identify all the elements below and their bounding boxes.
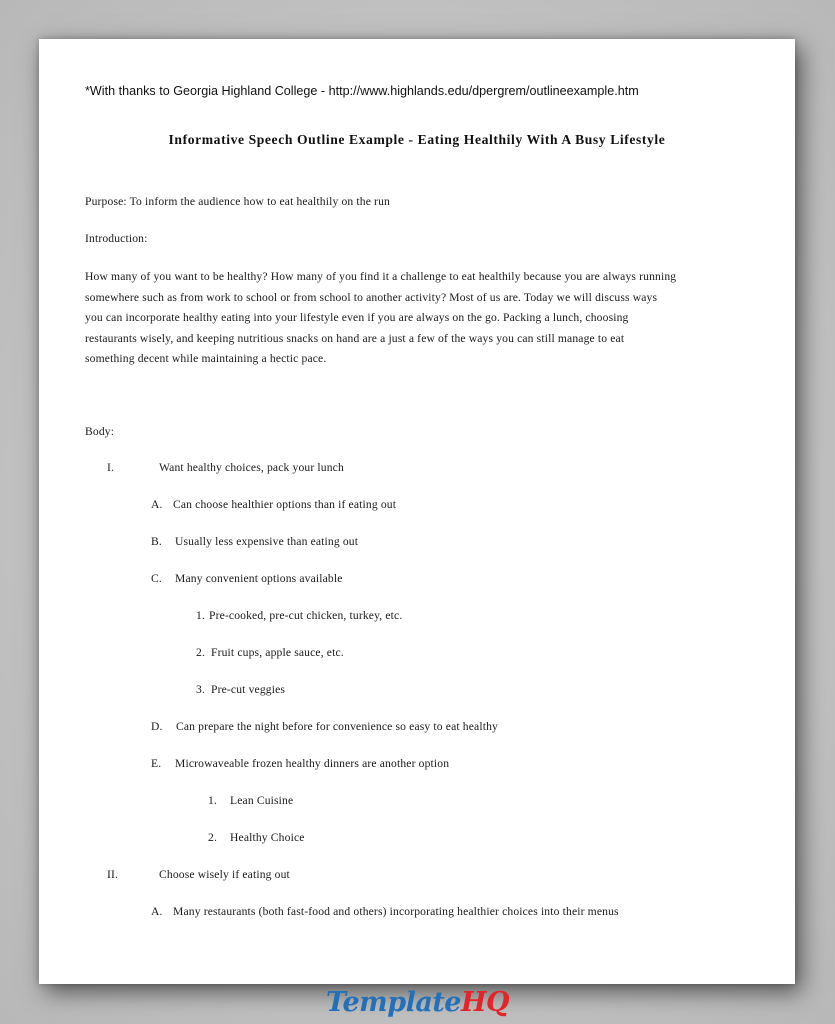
introduction-label: Introduction:: [85, 232, 148, 245]
outline-marker: A.: [151, 905, 163, 918]
outline-item: Pre-cut veggies: [211, 683, 286, 696]
logo-part-hq: HQ: [461, 987, 510, 1018]
paragraph-line: somewhere such as from work to school or from school to another activity? Most of us are. Today we will discuss ways: [85, 290, 658, 304]
outline-marker: 3.: [196, 683, 205, 696]
outline-item: Microwaveable frozen healthy dinners are another option: [175, 757, 450, 770]
introduction-paragraph: [85, 267, 765, 370]
paragraph-line: restaurants wisely, and keeping nutritious snacks on hand are a just a few of the ways you can still manage to eat: [85, 331, 625, 345]
document-page: [39, 39, 795, 984]
credit-line: *With thanks to Georgia Highland College - http://www.highlands.edu/dpergrem/outlineexample.htm: [85, 84, 639, 98]
logo-part-template: Template: [325, 987, 461, 1018]
paragraph-line: something decent while maintaining a hectic pace.: [85, 352, 327, 365]
outline-marker: C.: [151, 572, 162, 585]
paragraph-line: How many of you want to be healthy? How many of you find it a challenge to eat healthily because you are always running: [85, 270, 677, 283]
paragraph-line: you can incorporate healthy eating into your lifestyle even if you are always on the go. Packing a lunch, choosing: [85, 311, 629, 324]
outline-marker: II.: [107, 868, 119, 881]
outline-marker: A.: [151, 498, 163, 511]
outline-item: Healthy Choice: [230, 831, 305, 844]
outline-marker: 2.: [196, 646, 205, 659]
body-label: Body:: [85, 425, 115, 438]
outline-item: Fruit cups, apple sauce, etc.: [211, 646, 344, 659]
outline-item: Many restaurants (both fast-food and others) incorporating healthier choices into their menus: [173, 905, 619, 918]
outline-item: Want healthy choices, pack your lunch: [159, 461, 344, 474]
purpose-line: Purpose: To inform the audience how to eat healthily on the run: [85, 195, 390, 208]
outline-item: Pre-cooked, pre-cut chicken, turkey, etc.: [209, 609, 403, 622]
outline-marker: I.: [107, 461, 115, 474]
outline-item: Can choose healthier options than if eating out: [173, 498, 397, 511]
templatehq-logo: [0, 987, 835, 1018]
outline-marker: D.: [151, 720, 163, 733]
outline-marker: 1.: [208, 794, 217, 807]
outline-item: Lean Cuisine: [230, 794, 294, 807]
outline-item: Usually less expensive than eating out: [175, 535, 359, 548]
outline-marker: E.: [151, 757, 162, 770]
outline-marker: B.: [151, 535, 162, 548]
outline-item: Choose wisely if eating out: [159, 868, 290, 881]
document-title: Informative Speech Outline Example - Eating Healthily With A Busy Lifestyle: [168, 132, 666, 147]
outline-item: Many convenient options available: [175, 572, 343, 585]
outline-marker: 2.: [208, 831, 217, 844]
outline-marker: 1.: [196, 609, 205, 622]
outline-item: Can prepare the night before for convenience so easy to eat healthy: [176, 720, 498, 733]
